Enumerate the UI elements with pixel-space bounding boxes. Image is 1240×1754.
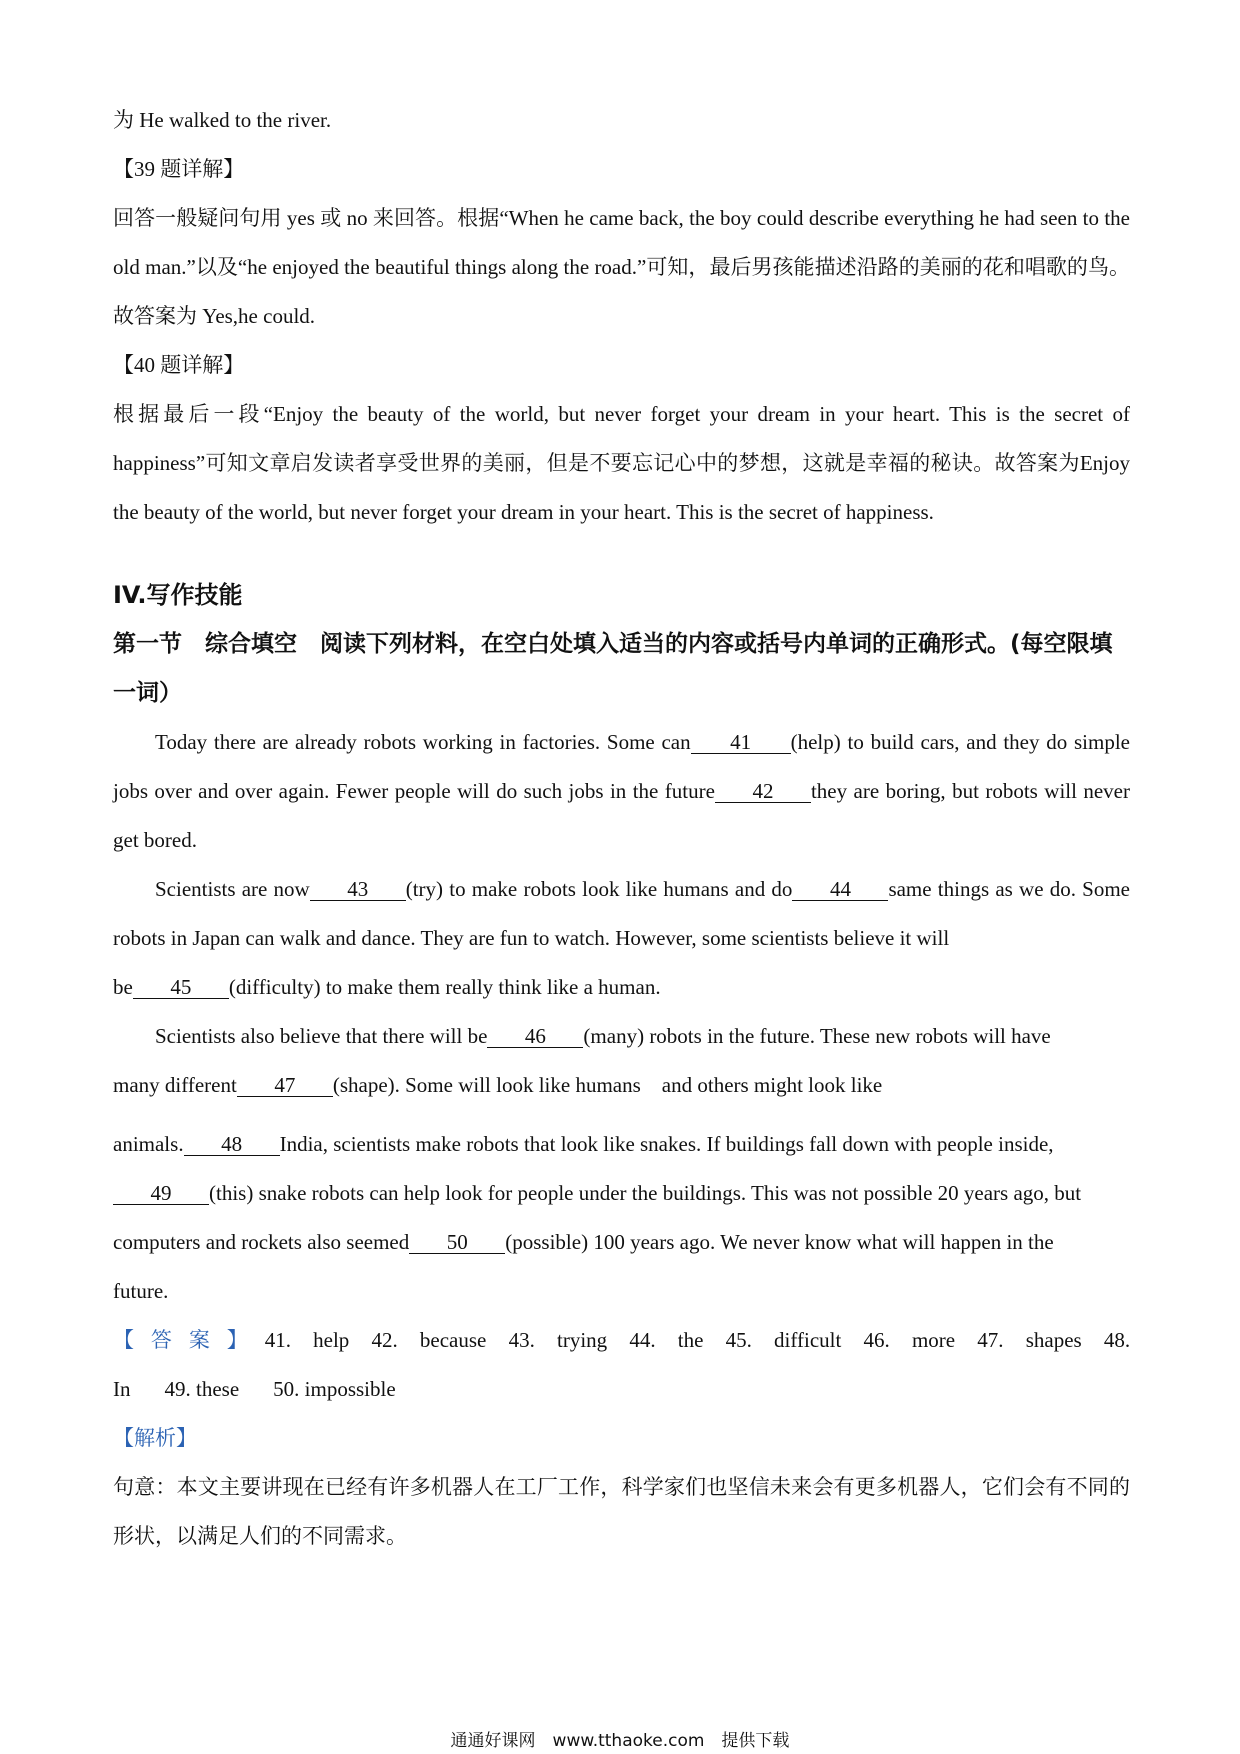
passage-text: be (113, 975, 133, 999)
blank-47: 47 (237, 1074, 333, 1097)
answer-item: 48. (1103, 1328, 1131, 1352)
analysis-text: 句意：本文主要讲现在已经有许多机器人在工厂工作，科学家们也坚信未来会有更多机器人，它们会有不同的形状，以满足人们的不同需求。 (113, 1475, 1130, 1548)
section-instructions: 第一节 综合填空 阅读下列材料，在空白处填入适当的内容或括号内单词的正确形式。(每空限填一词） (113, 631, 1113, 706)
passage-text: (difficulty) to make them really think like a human. (228, 975, 661, 999)
passage-paragraph-1 (113, 718, 1130, 865)
heading-40: 【40 题详解】 (113, 353, 245, 377)
answers-line-1 (113, 1316, 1130, 1365)
answer-item: In (113, 1377, 131, 1401)
blank-45: 45 (133, 976, 229, 999)
answers-line-2 (113, 1365, 1130, 1414)
section-title: IV.写作技能 (113, 581, 243, 609)
blank-43: 43 (310, 878, 406, 901)
blank-42: 42 (715, 780, 811, 803)
passage-text: (possible) 100 years ago. We never know what will happen in the (505, 1230, 1054, 1254)
analysis-label: 【解析】 (113, 1426, 197, 1450)
passage-text: (this) snake robots can help look for people under the buildings. This was not possible 20 years ago, but (209, 1181, 1082, 1205)
passage-paragraph-3 (113, 1012, 1130, 1061)
passage-paragraph-3-line2 (113, 1061, 1130, 1110)
answer-item: 50. impossible (273, 1377, 396, 1401)
passage-text: future. (113, 1279, 169, 1303)
paragraph-38-tail: 为 He walked to the river. (113, 108, 332, 132)
page-footer: 通通好课网 www.tthaoke.com 提供下载 (450, 1731, 790, 1751)
answer-item: 42. because (371, 1328, 487, 1352)
passage-text: many different (113, 1073, 237, 1097)
passage-text: animals. (113, 1132, 184, 1156)
passage-text: Scientists are now (155, 877, 310, 901)
answer-item: 43. trying (508, 1328, 608, 1352)
passage-text: same things as we do. Some robots in Japan can walk and dance. They are fun to watch. However, some scientists believe it will (113, 877, 1130, 950)
answer-item: 45. difficult (725, 1328, 842, 1352)
blank-49: 49 (113, 1182, 209, 1205)
answer-item: 41. help (264, 1328, 350, 1352)
paragraph-40: 根据最后一段“Enjoy the beauty of the world, but never forget your dream in your heart. This is the secret of happiness”可知文章启发读者享受世界的美丽，但是不要忘记心中的梦想，这就是幸福的秘诀。故答案为Enjoy the beauty of the world, but never forget your dream in your heart. This is the secret of happiness. (113, 402, 1130, 524)
paragraph-39: 回答一般疑问句用 yes 或 no 来回答。根据“When he came back, the boy could describe everything he had seen to the old man.”以及“he enjoyed the beautiful things along the road.”可知，最后男孩能描述沿路的美丽的花和唱歌的鸟。故答案为 Yes,he could. (113, 206, 1130, 328)
passage-text: Today there are already robots working in factories. Some can (155, 730, 691, 754)
passage-paragraph-2 (113, 865, 1130, 963)
heading-39: 【39 题详解】 (113, 157, 245, 181)
answer-item: 46. more (863, 1328, 956, 1352)
blank-46: 46 (487, 1025, 583, 1048)
document-page (113, 96, 1130, 1561)
answer-label: 【答案】 (113, 1328, 265, 1352)
blank-41: 41 (691, 731, 791, 754)
passage-text: (many) robots in the future. These new robots will have (583, 1024, 1051, 1048)
passage-text: India, scientists make robots that look like snakes. If buildings fall down with people inside, (279, 1132, 1054, 1156)
passage-paragraph-2-cont (113, 963, 1130, 1012)
passage-text: Scientists also believe that there will be (155, 1024, 488, 1048)
answer-item: 44. the (629, 1328, 704, 1352)
answer-item: 47. shapes (977, 1328, 1082, 1352)
blank-48: 48 (184, 1133, 280, 1156)
passage-text: computers and rockets also seemed (113, 1230, 410, 1254)
blank-44: 44 (792, 878, 888, 901)
passage-text: (shape). Some will look like humans and others might look like (332, 1073, 883, 1097)
passage-paragraph-3-line3 (113, 1120, 1130, 1316)
passage-text: (help) to build cars, and they do simple jobs over and over again. Fewer people will do such jobs in the future (113, 730, 1130, 803)
passage-text: they are boring, but robots will never get bored. (113, 779, 1131, 852)
answer-item: 49. these (164, 1377, 240, 1401)
passage-text: (try) to make robots look like humans and do (405, 877, 793, 901)
blank-50: 50 (409, 1231, 505, 1254)
